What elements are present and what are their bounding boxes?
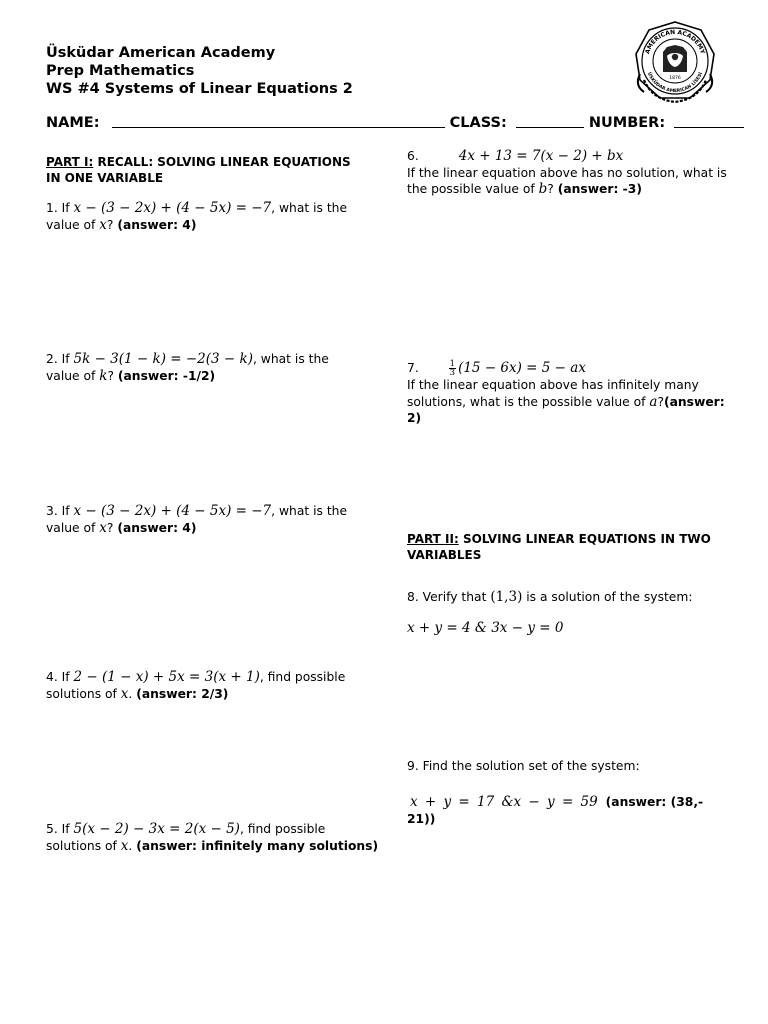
course-name: Prep Mathematics xyxy=(46,63,195,79)
school-seal-icon xyxy=(630,16,720,106)
part1-label: PART I: xyxy=(46,155,94,169)
seal-bottom-text: ÜSKÜDAR AMERICAN LİSESİ xyxy=(645,71,705,95)
equation-system: x + y = 17 &x − y = 59 xyxy=(410,794,598,810)
answer: (answer: -1/2) xyxy=(117,368,216,383)
answer: (answer: 4) xyxy=(117,217,197,232)
question-7: 7. $\frac{1}{3}$ (15 − 6x) = 5 − ax If the linear equation above has infinitely many solutions, what is the possible value of a?(answer: 2) xyxy=(407,359,725,425)
question-3: 3. If x − (3 − 2x) + (4 − 5x) = −7, what is the value of x? (answer: 4) xyxy=(46,503,348,536)
equation: x − (3 − 2x) + (4 − 5x) = −7 xyxy=(73,200,272,216)
part2-title-line2: VARIABLES xyxy=(407,548,482,562)
seal-year: 1876 xyxy=(669,76,681,81)
answer: (answer: xyxy=(663,394,725,409)
question-number: 6. xyxy=(407,149,419,163)
equation: 5k − 3(1 − k) = −2(3 − k) xyxy=(73,351,253,367)
fraction: $\frac{1}{3}$ xyxy=(449,359,456,378)
part2-title: SOLVING LINEAR EQUATIONS IN TWO xyxy=(458,532,711,546)
equation-system: x + y = 4 & 3x − y = 0 xyxy=(407,620,564,636)
equation: (15 − 6x) = 5 − ax xyxy=(458,360,586,376)
question-6: 6. 4x + 13 = 7(x − 2) + bx If the linear equation above has no solution, what is the possible value of b? (answer: -3) xyxy=(407,148,727,197)
answer: (answer: 2/3) xyxy=(136,686,229,701)
equation: x − (3 − 2x) + (4 − 5x) = −7 xyxy=(73,503,272,519)
student-info-row xyxy=(46,114,744,131)
equation: 2 − (1 − x) + 5x = 3(x + 1) xyxy=(73,669,260,685)
part1-heading xyxy=(46,154,351,186)
answer: (answer: 4) xyxy=(117,520,197,535)
part1-title-line2: IN ONE VARIABLE xyxy=(46,171,164,185)
number-label: NUMBER: xyxy=(588,115,666,131)
class-blank[interactable] xyxy=(516,114,584,128)
question-9-system: x + y = 17 &x − y = 59 (answer: (38,- 21)) xyxy=(407,794,704,826)
answer: (answer: (38,- xyxy=(605,795,704,809)
part2-heading xyxy=(407,531,711,563)
equation: 5(x − 2) − 3x = 2(x − 5) xyxy=(73,821,240,837)
question-8-system xyxy=(407,620,563,637)
worksheet-title: WS #4 Systems of Linear Equations 2 xyxy=(46,81,353,97)
name-blank[interactable] xyxy=(112,114,445,128)
question-9: 9. Find the solution set of the system: xyxy=(407,759,640,773)
answer: (answer: -3) xyxy=(557,182,642,196)
seal-top-text: AMERICAN ACADEMY xyxy=(644,28,706,55)
number-blank[interactable] xyxy=(674,114,744,128)
question-1: 1. If x − (3 − 2x) + (4 − 5x) = −7, what is the value of x? (answer: 4) xyxy=(46,200,348,233)
part1-title: RECALL: SOLVING LINEAR EQUATIONS xyxy=(93,155,351,169)
question-2: 2. If 5k − 3(1 − k) = −2(3 − k), what is the value of k? (answer: -1/2) xyxy=(46,351,329,384)
equation: 4x + 13 = 7(x − 2) + bx xyxy=(458,148,624,164)
answer: (answer: infinitely many solutions) xyxy=(136,838,379,853)
worksheet-header xyxy=(46,44,353,98)
question-4: 4. If 2 − (1 − x) + 5x = 3(x + 1), find possible solutions of x. (answer: 2/3) xyxy=(46,669,346,702)
class-label: CLASS: xyxy=(449,115,507,131)
question-number: 7. xyxy=(407,361,419,375)
school-name: Üsküdar American Academy xyxy=(46,45,276,61)
question-8: 8. Verify that (1,3) is a solution of the system: xyxy=(407,589,693,605)
part2-label: PART II: xyxy=(407,532,459,546)
name-label: NAME: xyxy=(46,115,100,131)
point: (1,3) xyxy=(490,589,523,605)
question-5: 5. If 5(x − 2) − 3x = 2(x − 5), find possible solutions of x. (answer: infinitely many solutions) xyxy=(46,821,379,854)
